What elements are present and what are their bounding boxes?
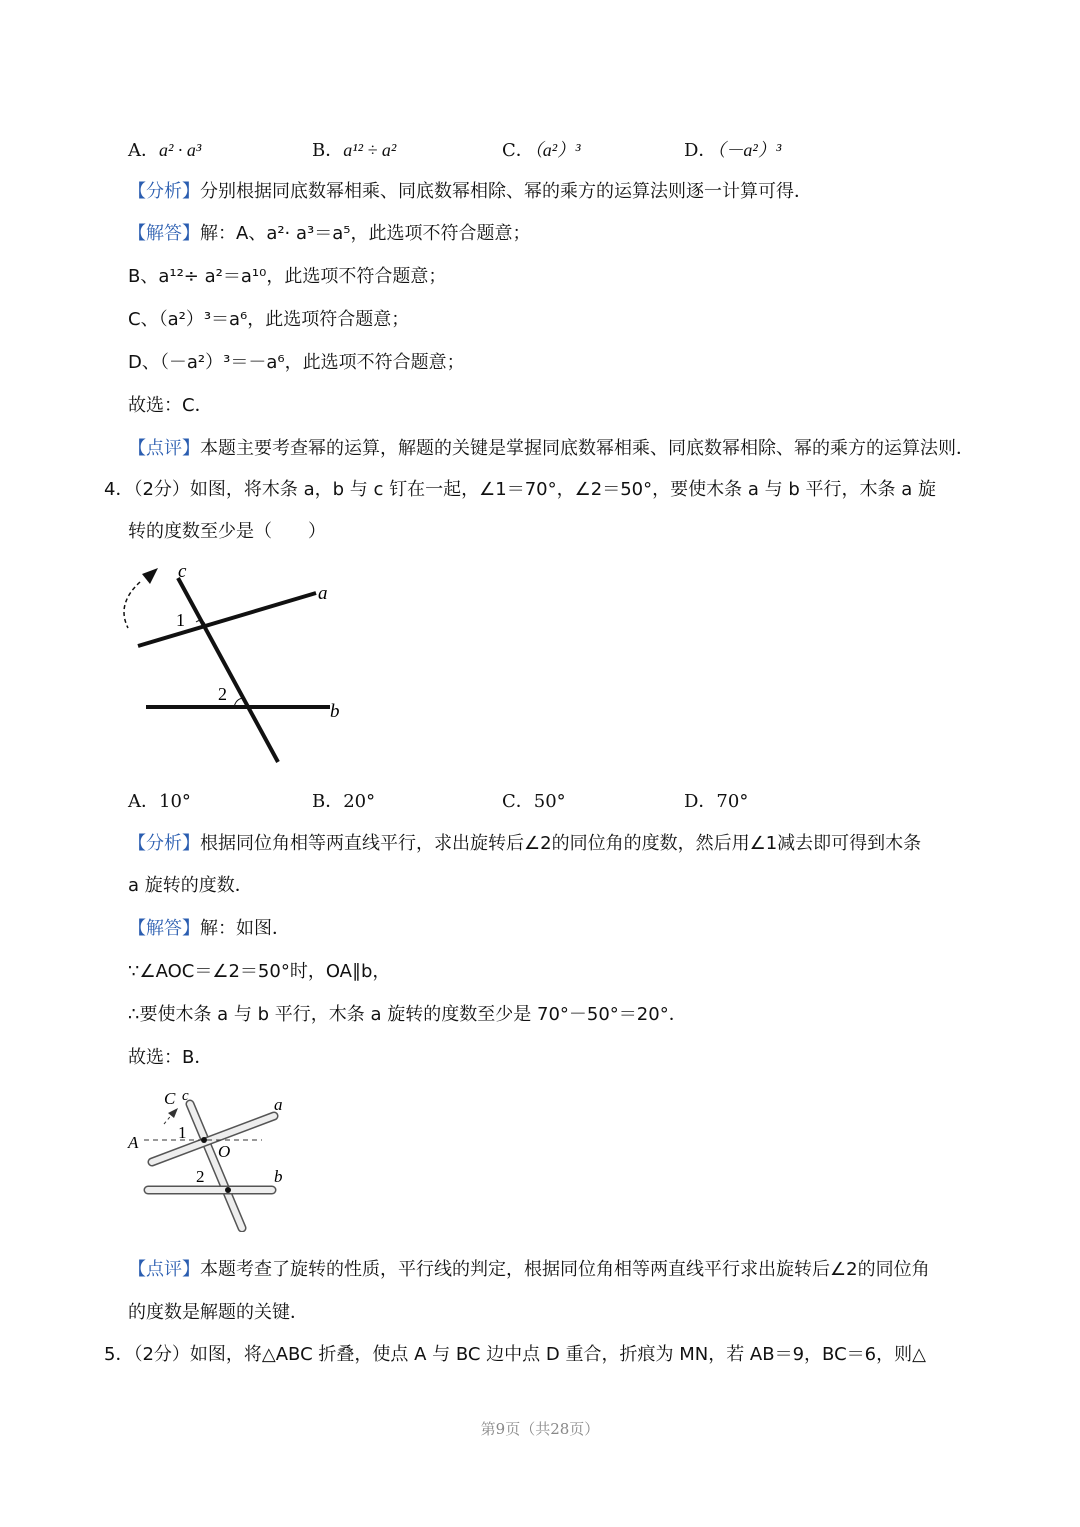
stick-c [190,1104,242,1228]
rotation-arrow-head [142,568,158,584]
q3-review [128,437,974,461]
q4-option-b: B．20° [312,791,376,812]
q3-answer-line-5: 故选：C． [128,395,213,416]
line-a [138,593,316,646]
label-2: 2 [218,684,227,704]
q3-option-d [684,138,781,163]
q3-analysis [128,180,812,204]
review-text: 本题考查了旋转的性质，平行线的判定，根据同位角相等两直线平行求出旋转后∠2的同位角 [200,1259,930,1280]
option-label: A． [128,140,159,161]
label-b: b [274,1167,283,1186]
review-text: 本题主要考查幂的运算，解题的关键是掌握同底数幂相乘、同底数幂相除、幂的乘方的运算法则． [200,438,974,459]
label-c: c [182,1088,189,1104]
analysis-text: 根据同位角相等两直线平行，求出旋转后∠2的同位角的度数，然后用∠1减去即可得到木条 [200,833,922,854]
pivot-b [225,1187,231,1193]
option-expr: （－a²）³ [716,140,782,160]
review-tag: 【点评】 [128,438,200,459]
q3-answer-line-4: D、（－a²）³＝－a⁶，此选项不符合题意； [128,352,465,373]
q3-option-a [128,138,201,163]
label-c: c [178,561,187,582]
review-tag: 【点评】 [128,1259,200,1280]
q4-answer-line-4: 故选：B． [128,1047,213,1068]
q4-option-c: C．50° [502,791,566,812]
label-b: b [330,701,340,722]
label-1: 1 [178,1123,187,1142]
answer-text: 解：如图． [200,918,290,939]
label-2: 2 [196,1167,205,1186]
q4-answer-line-3: ∴要使木条 a 与 b 平行，木条 a 旋转的度数至少是 70°－50°＝20°． [128,1004,687,1025]
q4-review-line-1 [128,1258,930,1282]
analysis-tag: 【分析】 [128,181,200,202]
option-expr: a² · a³ [159,140,202,160]
q3-answer-line-3: C、（a²）³＝a⁶，此选项符合题意； [128,309,410,330]
line-c [178,578,278,762]
q4-answer-figure [122,1082,302,1232]
q4-option-a: A．10° [128,791,191,812]
label-A: A [128,1133,139,1152]
q4-option-d: D．70° [684,791,749,812]
q3-answer-line-2: B、a¹²÷ a²＝a¹⁰，此选项不符合题意； [128,266,447,287]
option-expr: a¹² ÷ a² [343,140,397,160]
q4-answer-line-2: ∵∠AOC＝∠2＝50°时，OA∥b， [128,961,391,982]
q5-stem-line-1: 5．（2分）如图，将△ABC 折叠，使点 A 与 BC 边中点 D 重合，折痕为 MN，若 AB＝9，BC＝6，则△ [104,1344,926,1365]
q3-option-b [312,138,396,163]
q4-review-line-2: 的度数是解题的关键． [128,1302,308,1323]
answer-tag: 【解答】 [128,918,200,939]
option-label: B． [312,140,344,161]
label-C: C [164,1089,176,1108]
q4-stem-line-2: 转的度数至少是（ ） [128,521,326,542]
option-expr: （a²）³ [533,140,581,160]
answer-text: 解：A、a²· a³＝a⁵，此选项不符合题意； [200,223,531,244]
label-1: 1 [176,610,185,630]
q3-answer-line-1 [128,222,531,246]
answer-tag: 【解答】 [128,223,200,244]
label-O: O [218,1142,231,1161]
q4-answer-line-1 [128,917,290,941]
q4-figure [110,560,350,770]
rotation-arrow-arc [124,582,140,628]
page-footer: 第9页（共28页） [480,1420,600,1438]
analysis-text: 分别根据同底数幂相乘、同底数幂相除、幂的乘方的运算法则逐一计算可得． [200,181,812,202]
q3-option-c [502,138,581,163]
option-label: D． [684,140,717,161]
point-o [201,1137,207,1143]
q4-stem-line-1: 4．（2分）如图，将木条 a，b 与 c 钉在一起，∠1＝70°，∠2＝50°，要使木条 a 与 b 平行，木条 a 旋 [104,479,936,500]
analysis-tag: 【分析】 [128,833,200,854]
label-a: a [318,583,328,604]
label-a: a [274,1095,283,1114]
option-label: C． [502,140,534,161]
rotation-arrow-head [168,1108,178,1118]
q4-analysis-line-1 [128,832,921,856]
q4-analysis-line-2: a 旋转的度数． [128,875,253,896]
